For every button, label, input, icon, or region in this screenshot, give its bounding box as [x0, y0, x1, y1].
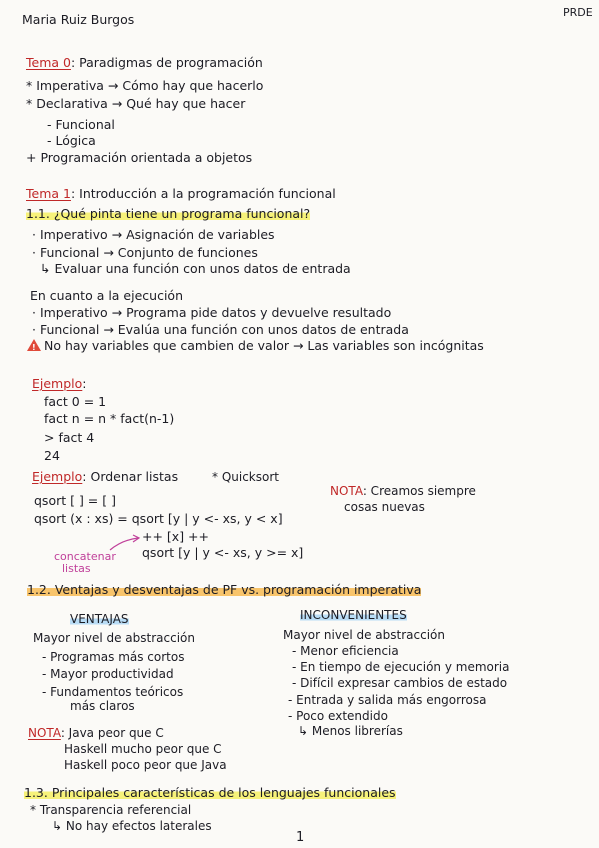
ventajas-title: VENTAJAS — [70, 612, 129, 626]
tema0-item: - Lógica — [47, 133, 96, 148]
tema1-title — [26, 187, 336, 201]
note-2: NOTA: Java peor que C — [28, 726, 164, 740]
tema0-item: * Declarativa → Qué hay que hacer — [26, 96, 246, 111]
inconv-item: - Entrada y salida más engorrosa — [288, 693, 487, 707]
note-1: NOTA: Creamos siempre — [330, 484, 476, 498]
section-1-1-title: 1.1. ¿Qué pinta tiene un programa funcional? — [26, 206, 311, 221]
tema0-title — [26, 56, 263, 70]
code-line: ++ [x] ++ — [142, 529, 209, 544]
inconv-item: - En tiempo de ejecución y memoria — [292, 660, 510, 674]
ventajas-item: Mayor nivel de abstracción — [33, 631, 195, 645]
tema0-label: Tema 0 — [26, 55, 71, 70]
note-1-line: cosas nuevas — [344, 500, 425, 514]
example-2-title: Ejemplo: Ordenar listas — [32, 469, 179, 484]
s11-item: · Imperativo → Asignación de variables — [32, 227, 275, 242]
note-2-line: Haskell mucho peor que C — [64, 742, 222, 756]
inconv-item: Mayor nivel de abstracción — [283, 628, 445, 642]
ventajas-item: - Mayor productividad — [42, 667, 174, 681]
side-note: concatenar — [54, 550, 116, 563]
tema0-title-text: : Paradigmas de programación — [70, 55, 263, 70]
code-line: 24 — [44, 448, 60, 463]
tema0-item: - Funcional — [47, 117, 115, 132]
code-line: qsort [ ] = [ ] — [34, 493, 116, 508]
warning-icon: ! — [27, 339, 41, 351]
exec-title: En cuanto a la ejecución — [30, 288, 183, 303]
subject-tag: PRDE — [563, 6, 593, 19]
example-1-title: Ejemplo: — [32, 376, 87, 391]
exec-item: · Funcional → Evalúa una función con unos datos de entrada — [32, 322, 409, 337]
quicksort-note: * Quicksort — [212, 470, 279, 484]
warning-line — [27, 339, 484, 353]
tema1-title-text: : Introducción a la programación funcional — [70, 186, 336, 201]
inconv-item: - Poco extendido — [288, 709, 388, 723]
warning-text: No hay variables que cambien de valor → Las variables son incógnitas — [44, 338, 484, 353]
code-line: > fact 4 — [44, 430, 95, 445]
section-1-2-title: 1.2. Ventajas y desventajas de PF vs. programación imperativa — [27, 582, 422, 597]
inconv-item: - Menor eficiencia — [292, 644, 399, 658]
ventajas-item: más claros — [70, 699, 135, 713]
code-line: qsort (x : xs) = qsort [y | y <- xs, y < x] — [34, 511, 283, 526]
s13-item: * Transparencia referencial — [30, 803, 192, 817]
inconvenientes-title: INCONVENIENTES — [300, 608, 407, 622]
inconv-item: ↳ Menos librerías — [298, 724, 403, 738]
section-1-3-title: 1.3. Principales características de los lenguajes funcionales — [24, 785, 396, 800]
arrow-icon — [108, 534, 142, 552]
tema0-item: * Imperativa → Cómo hay que hacerlo — [26, 78, 264, 93]
page-number: 1 — [296, 830, 305, 845]
side-note: listas — [62, 562, 91, 575]
code-line: fact n = n * fact(n-1) — [44, 411, 175, 426]
author-name: Maria Ruiz Burgos — [22, 12, 135, 27]
ventajas-item: - Programas más cortos — [42, 650, 185, 664]
code-line: fact 0 = 1 — [44, 394, 107, 409]
code-line: qsort [y | y <- xs, y >= x] — [142, 545, 304, 560]
inconv-item: - Difícil expresar cambios de estado — [292, 676, 508, 690]
s13-item: ↳ No hay efectos laterales — [52, 819, 212, 833]
ventajas-item: - Fundamentos teóricos — [42, 685, 184, 699]
s11-item: ↳ Evaluar una función con unos datos de entrada — [40, 261, 351, 276]
exec-item: · Imperativo → Programa pide datos y devuelve resultado — [32, 305, 392, 320]
tema0-item: + Programación orientada a objetos — [26, 150, 253, 165]
tema1-label: Tema 1 — [26, 186, 71, 201]
s11-item: · Funcional → Conjunto de funciones — [32, 245, 258, 260]
note-2-line: Haskell poco peor que Java — [64, 758, 227, 772]
